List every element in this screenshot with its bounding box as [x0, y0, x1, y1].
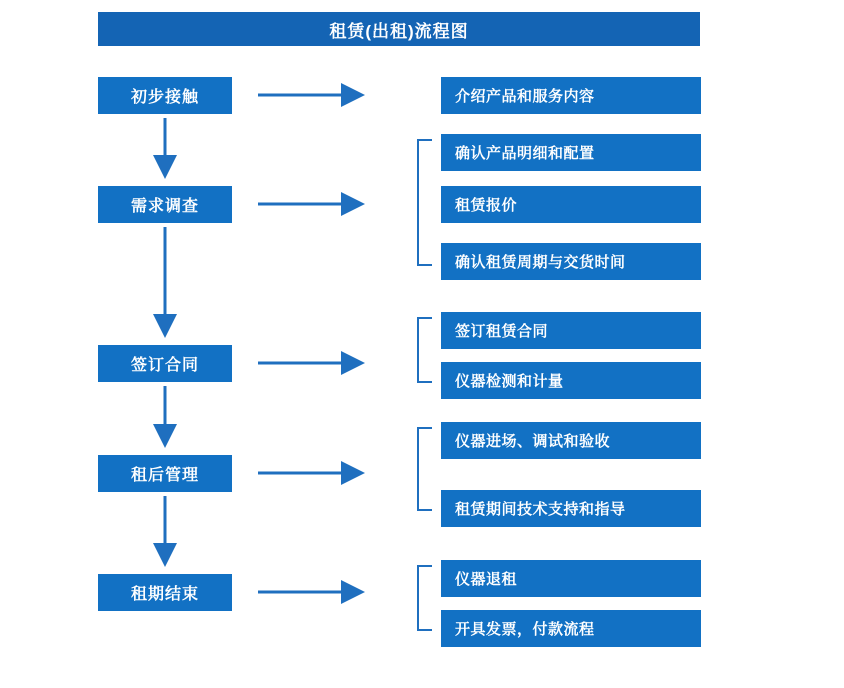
page-title: 租赁(出租)流程图	[98, 12, 700, 46]
stage-box-1[interactable]: 初步接触	[98, 77, 232, 114]
bracket-group-5	[418, 566, 432, 630]
detail-box-2[interactable]: 确认产品明细和配置	[441, 134, 701, 171]
detail-box-10[interactable]: 开具发票，付款流程	[441, 610, 701, 647]
detail-box-9[interactable]: 仪器退租	[441, 560, 701, 597]
bracket-group-4	[418, 428, 432, 510]
detail-box-3[interactable]: 租赁报价	[441, 186, 701, 223]
detail-box-8[interactable]: 租赁期间技术支持和指导	[441, 490, 701, 527]
stage-box-3[interactable]: 签订合同	[98, 345, 232, 382]
stage-box-4[interactable]: 租后管理	[98, 455, 232, 492]
detail-box-7[interactable]: 仪器进场、调试和验收	[441, 422, 701, 459]
bracket-group-3	[418, 318, 432, 382]
detail-box-5[interactable]: 签订租赁合同	[441, 312, 701, 349]
bracket-group-2	[418, 140, 432, 265]
detail-box-1[interactable]: 介绍产品和服务内容	[441, 77, 701, 114]
stage-box-2[interactable]: 需求调查	[98, 186, 232, 223]
stage-box-5[interactable]: 租期结束	[98, 574, 232, 611]
detail-box-6[interactable]: 仪器检测和计量	[441, 362, 701, 399]
detail-box-4[interactable]: 确认租赁周期与交货时间	[441, 243, 701, 280]
